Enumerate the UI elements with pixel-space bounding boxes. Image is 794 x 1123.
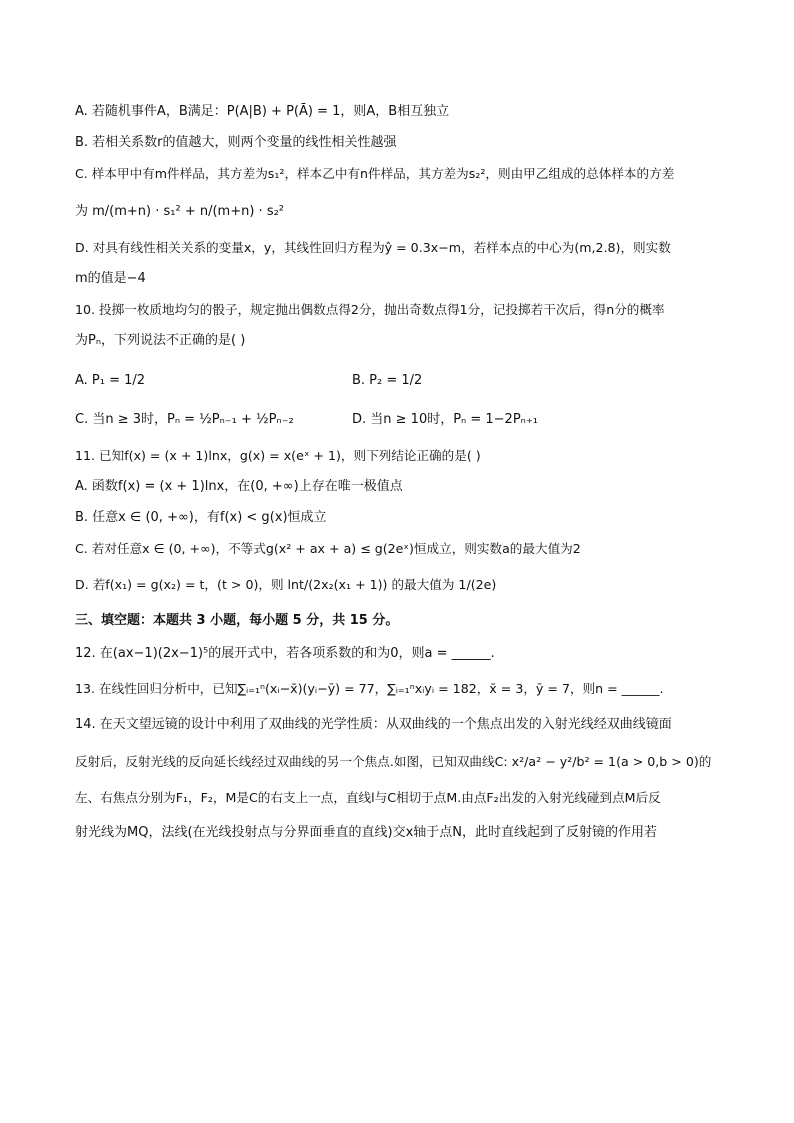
text-line: 为Pₙ，下列说法不正确的是( ): [75, 333, 246, 348]
text-line: D. 对具有线性相关关系的变量x，y，其线性回归方程为ŷ = 0.3x−m，若样本点的中心为(m,2.8)，则实数: [75, 240, 671, 255]
text-line: 12. 在(ax−1)(2x−1)⁵的展开式中，若各项系数的和为0，则a = ______.: [75, 646, 495, 661]
text-line: C. 当n ≥ 3时，Pₙ = ½Pₙ₋₁ + ½Pₙ₋₂: [75, 412, 294, 427]
text-line: 14. 在天文望远镜的设计中利用了双曲线的光学性质：从双曲线的一个焦点出发的入射光线经双曲线镜面: [75, 717, 672, 732]
text-line: 反射后，反射光线的反向延长线经过双曲线的另一个焦点.如图，已知双曲线C: x²/a² − y²/b² = 1(a > 0,b > 0)的: [75, 754, 712, 769]
text-line: 为 m/(m+n) · s₁² + n/(m+n) · s₂²: [75, 204, 285, 219]
text-line: B. 任意x ∈ (0, +∞)，有f(x) < g(x)恒成立: [75, 510, 327, 525]
text-line: 10. 投掷一枚质地均匀的骰子，规定抛出偶数点得2分，抛出奇数点得1分，记投掷若干次后，得n分的概率: [75, 302, 665, 317]
text-line: C. 若对任意x ∈ (0, +∞)，不等式g(x² + ax + a) ≤ g(2eˣ)恒成立，则实数a的最大值为2: [75, 541, 581, 556]
text-line: 射光线为MQ，法线(在光线投射点与分界面垂直的直线)交x轴于点N，此时直线起到了反射镜的作用若: [75, 825, 658, 840]
text-line: 三、填空题：本题共 3 小题，每小题 5 分，共 15 分。: [75, 613, 399, 628]
text-line: 左、右焦点分别为F₁，F₂，M是C的右支上一点，直线l与C相切于点M.由点F₂出发的入射光线碰到点M后反: [75, 790, 661, 805]
text-line: D. 当n ≥ 10时，Pₙ = 1−2Pₙ₊₁: [352, 412, 538, 427]
text-line: A. 若随机事件A，B满足：P(A|B) + P(Ā) = 1，则A，B相互独立: [75, 104, 450, 119]
text-line: B. 若相关系数r的值越大，则两个变量的线性相关性越强: [75, 135, 397, 150]
text-line: C. 样本甲中有m件样品，其方差为s₁²，样本乙中有n件样品，其方差为s₂²，则由甲乙组成的总体样本的方差: [75, 166, 675, 181]
text-line: A. 函数f(x) = (x + 1)lnx，在(0, +∞)上存在唯一极值点: [75, 479, 403, 494]
text-line: 13. 在线性回归分析中，已知∑ᵢ₌₁ⁿ(xᵢ−x̄)(yᵢ−ȳ) = 77，∑ᵢ₌₁ⁿxᵢyᵢ = 182，x̄ = 3，ȳ = 7，则n = ______.: [75, 681, 664, 696]
text-line: D. 若f(x₁) = g(x₂) = t，(t > 0)，则 lnt/(2x₂(x₁ + 1)) 的最大值为 1/(2e): [75, 577, 497, 592]
text-line: m的值是−4: [75, 271, 146, 286]
text-line: B. P₂ = 1/2: [352, 373, 423, 388]
text-line: A. P₁ = 1/2: [75, 373, 146, 388]
text-line: 11. 已知f(x) = (x + 1)lnx，g(x) = x(eˣ + 1)，则下列结论正确的是( ): [75, 448, 481, 463]
